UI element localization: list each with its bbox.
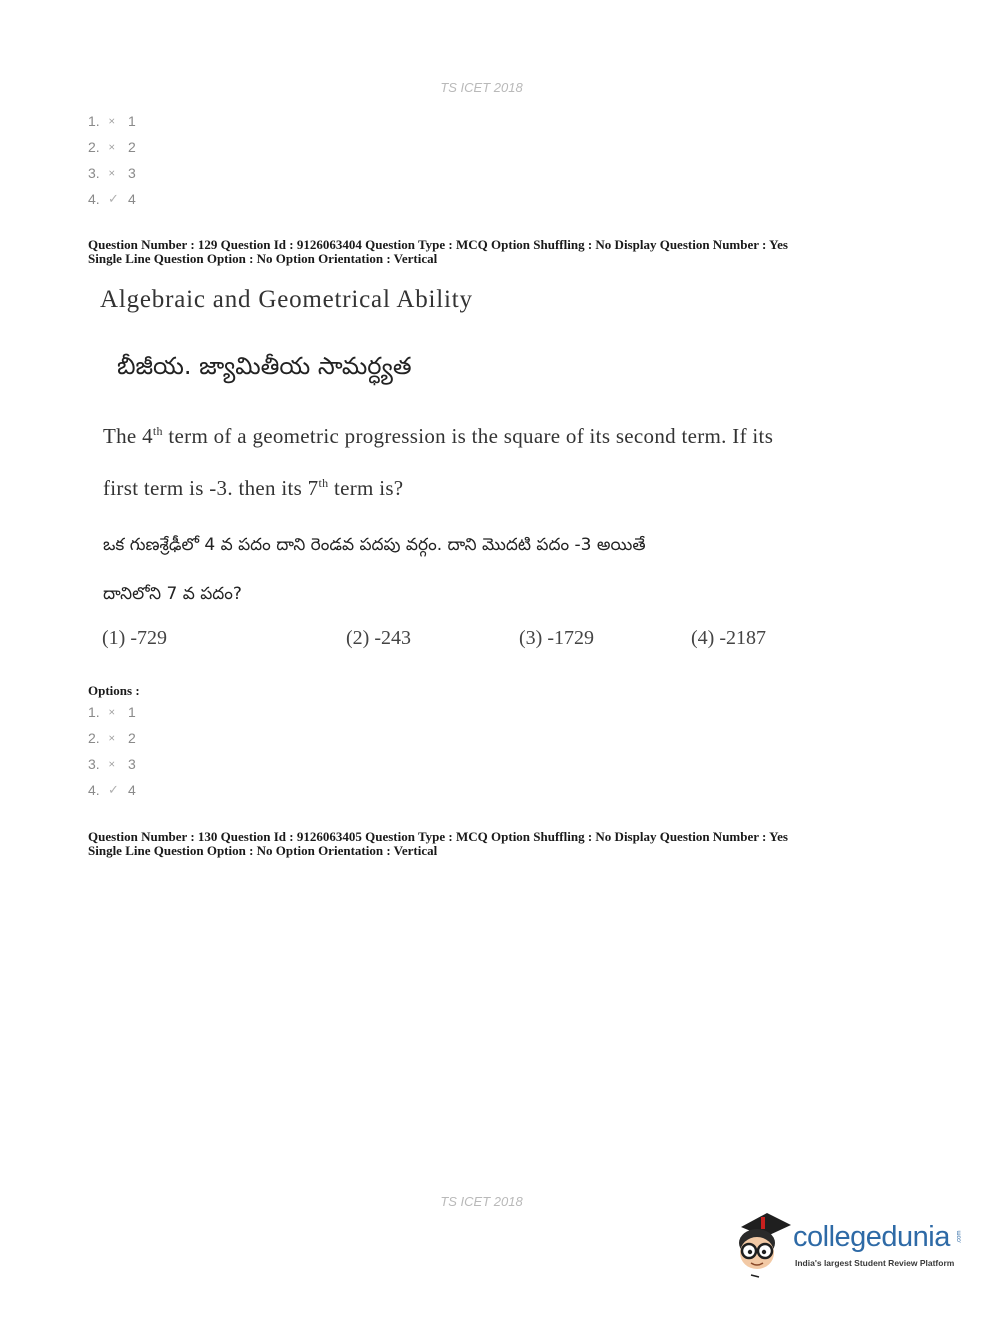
- option-row: [88, 134, 136, 160]
- meta-line-2: Single Line Question Option : No Option Orientation : Vertical: [88, 843, 438, 858]
- option-value: 2: [128, 139, 136, 155]
- option-value: 4: [128, 191, 136, 207]
- option-number: 2.: [88, 139, 100, 155]
- option-value: 3: [128, 165, 136, 181]
- meta-line-2: Single Line Question Option : No Option Orientation : Vertical: [88, 251, 438, 266]
- question-129-meta: [88, 238, 788, 266]
- question-text: term is?: [328, 476, 404, 500]
- logo-domain: .com: [956, 1230, 963, 1244]
- option-number: 2.: [88, 730, 100, 746]
- question-line-2: [103, 476, 403, 501]
- watermark-bottom: TS ICET 2018: [440, 1194, 523, 1209]
- superscript: th: [318, 476, 329, 490]
- option-row: [88, 186, 136, 212]
- meta-line-1: Question Number : 129 Question Id : 9126063404 Question Type : MCQ Option Shuffling : No Display Question Number : Yes: [88, 237, 788, 252]
- cross-icon: ⨯: [108, 168, 116, 178]
- mascot-icon: [733, 1209, 793, 1281]
- choice-1: (1) -729: [102, 627, 167, 649]
- check-icon: ✓: [108, 782, 119, 797]
- option-number: 1.: [88, 113, 100, 129]
- option-number: 1.: [88, 704, 100, 720]
- options-label: Options :: [88, 683, 140, 698]
- answer-choices: [102, 627, 822, 653]
- superscript: th: [152, 424, 163, 438]
- section-title: Algebraic and Geometrical Ability: [100, 286, 473, 313]
- question-text: first term is -3. then its 7: [103, 476, 319, 500]
- check-icon: ✓: [108, 191, 119, 206]
- question-130-meta: [88, 830, 788, 858]
- option-row: [88, 725, 136, 751]
- option-row: [88, 751, 136, 777]
- cross-icon: ⨯: [108, 733, 116, 743]
- cross-icon: ⨯: [108, 142, 116, 152]
- question-text: The 4: [103, 424, 153, 448]
- question-text: term of a geometric progression is the square of its second term. If its: [162, 424, 774, 448]
- option-number: 4.: [88, 191, 100, 207]
- option-value: 3: [128, 756, 136, 772]
- option-row: [88, 777, 136, 803]
- option-value: 1: [128, 704, 136, 720]
- option-number: 4.: [88, 782, 100, 798]
- choice-3: (3) -1729: [519, 627, 594, 649]
- collegedunia-logo: [733, 1207, 963, 1285]
- previous-options-list: [88, 108, 136, 212]
- section-title-telugu: బీజీయ. జ్యామితీయ సామర్ధ్యత: [117, 352, 412, 380]
- cross-icon: ⨯: [108, 707, 116, 717]
- option-value: 4: [128, 782, 136, 798]
- watermark-top: TS ICET 2018: [440, 80, 523, 95]
- logo-wordmark: collegedunia: [793, 1221, 950, 1253]
- choice-4: (4) -2187: [691, 627, 766, 649]
- option-row: [88, 699, 136, 725]
- option-row: [88, 108, 136, 134]
- option-number: 3.: [88, 165, 100, 181]
- question-telugu-line-2: దానిలోని 7 వ పదం?: [103, 584, 242, 604]
- logo-tagline: India's largest Student Review Platform: [795, 1258, 955, 1268]
- question-telugu-line-1: ఒక గుణశ్రేఢీలో 4 వ పదం దాని రెండవ పదపు వర్గం. దాని మొదటి పదం -3 అయితే: [103, 535, 646, 555]
- option-value: 1: [128, 113, 136, 129]
- cross-icon: ⨯: [108, 759, 116, 769]
- option-row: [88, 160, 136, 186]
- choice-2: (2) -243: [346, 627, 411, 649]
- options-list: [88, 699, 136, 803]
- cross-icon: ⨯: [108, 116, 116, 126]
- meta-line-1: Question Number : 130 Question Id : 9126063405 Question Type : MCQ Option Shuffling : No Display Question Number : Yes: [88, 829, 788, 844]
- question-line-1: [103, 424, 773, 449]
- option-number: 3.: [88, 756, 100, 772]
- option-value: 2: [128, 730, 136, 746]
